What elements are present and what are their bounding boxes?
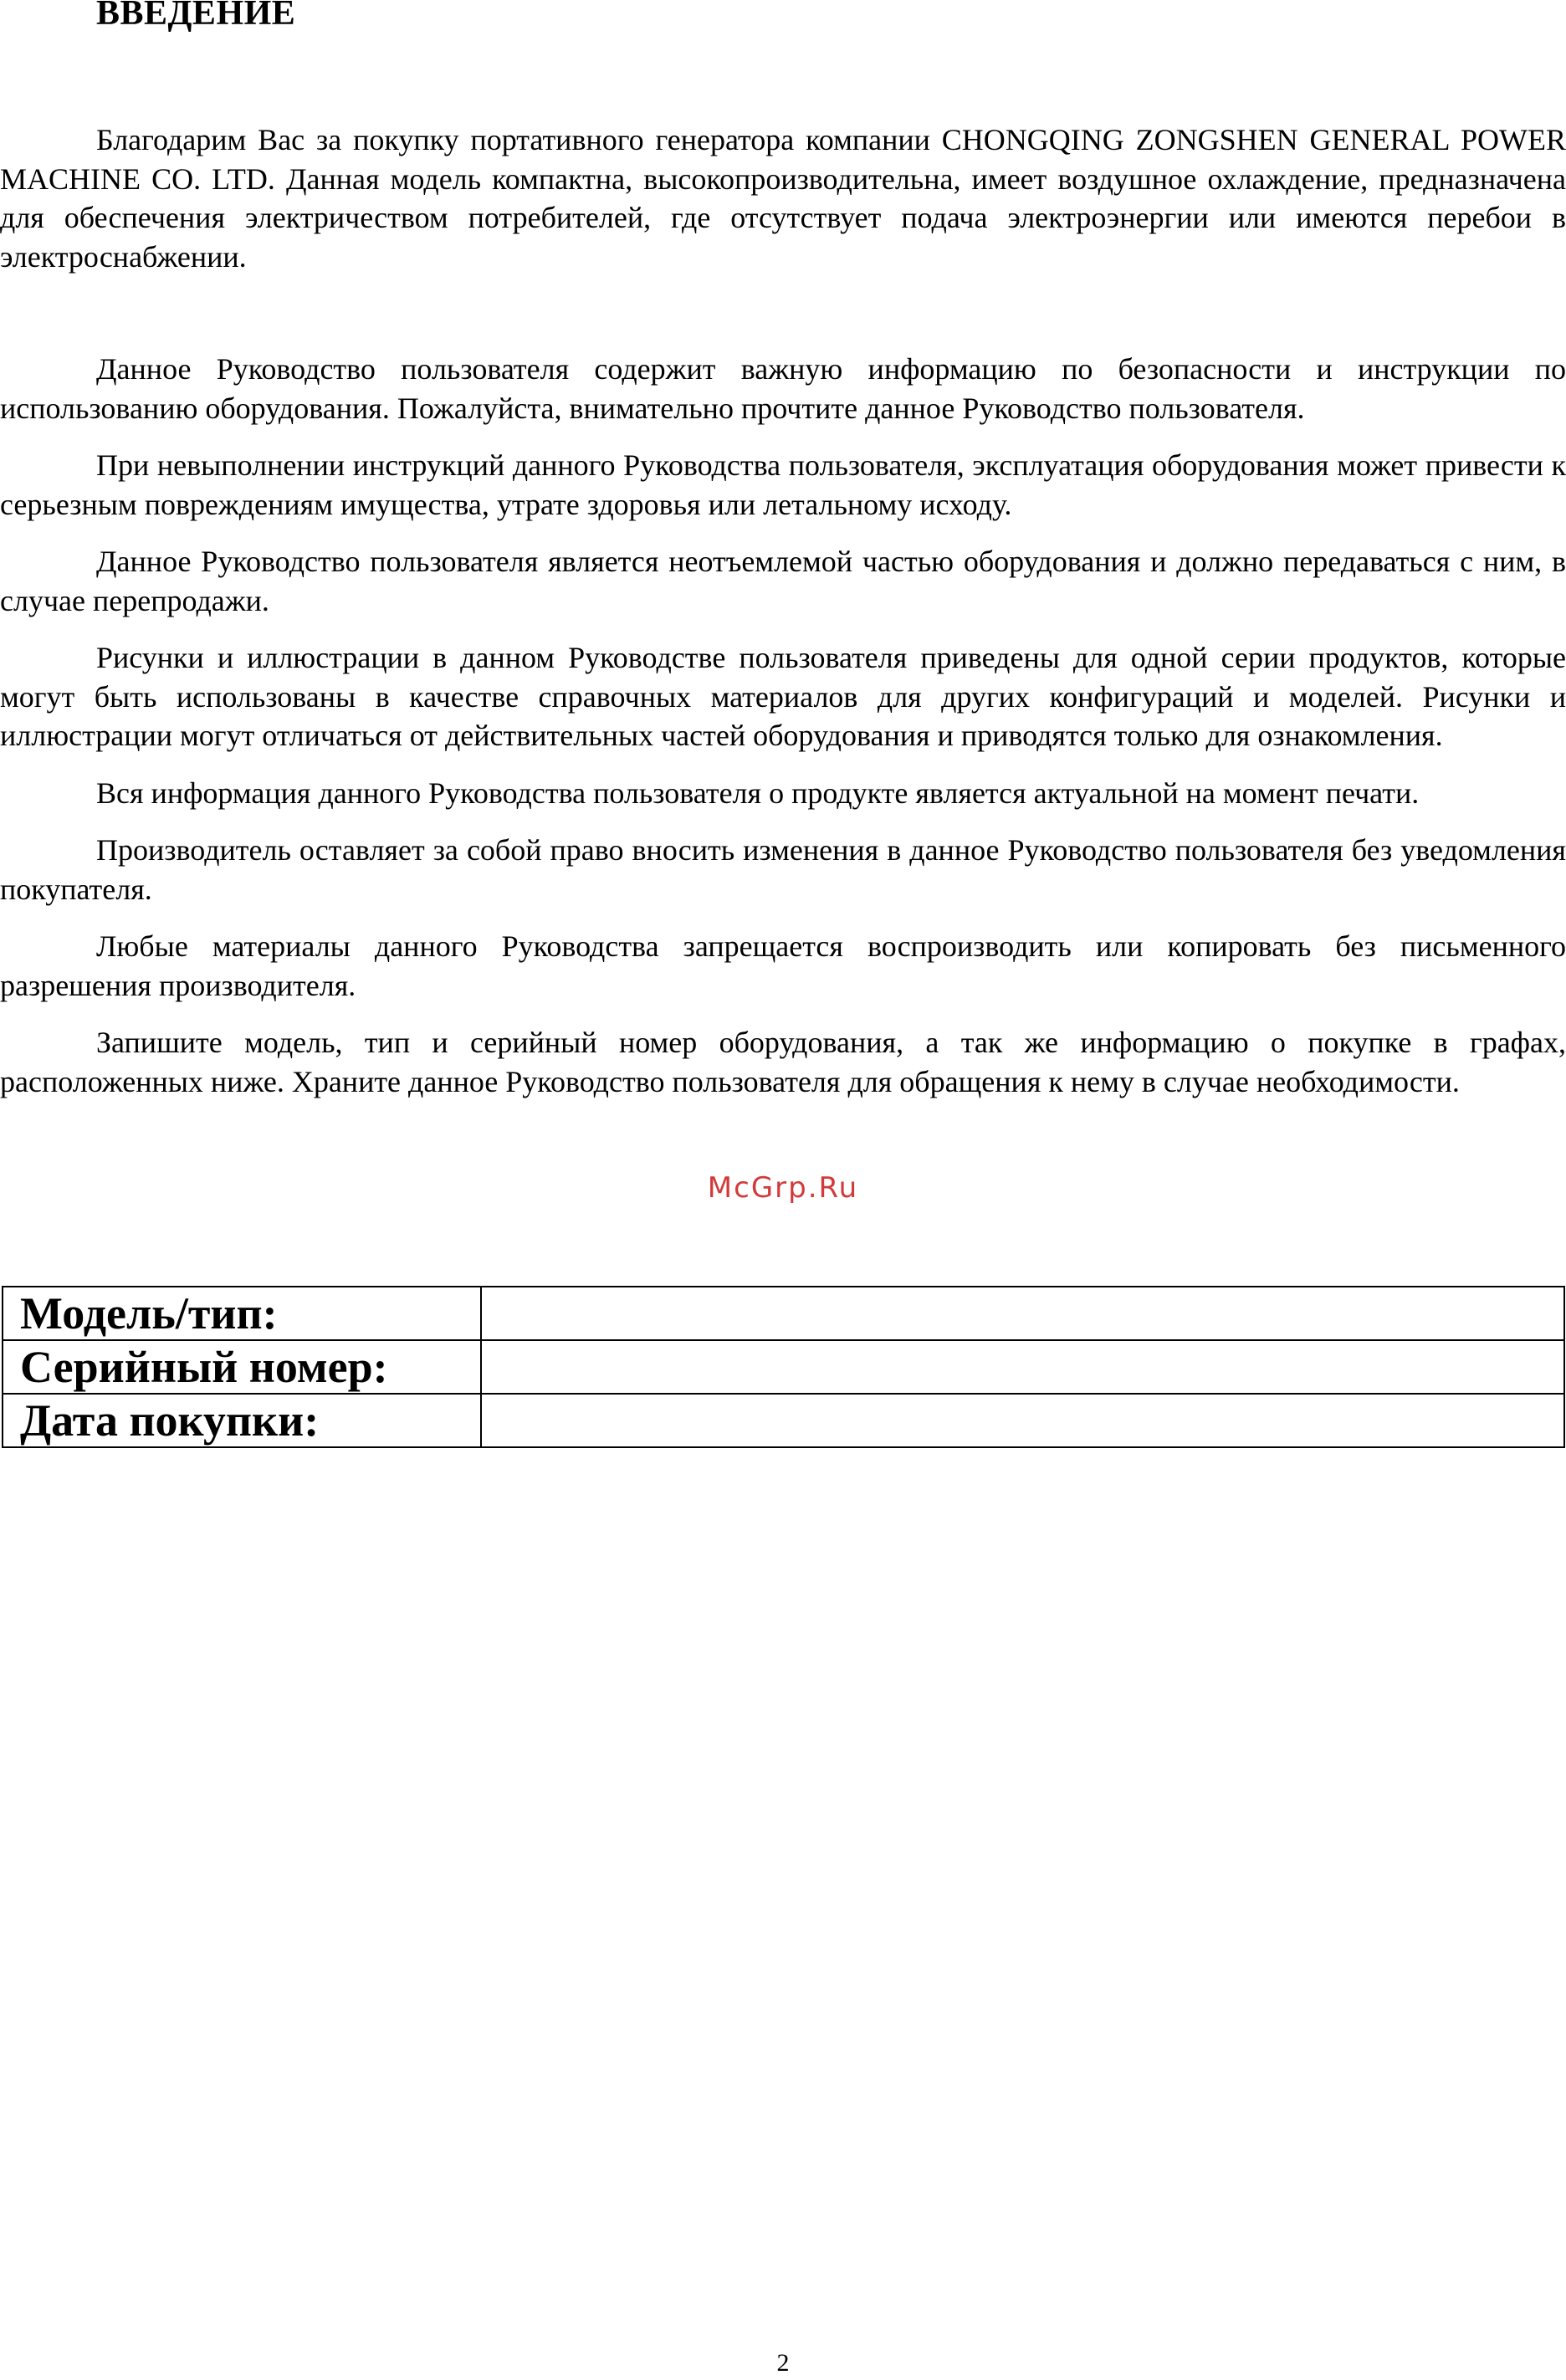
body-text	[0, 120, 1566, 1101]
table-row	[3, 1394, 1564, 1447]
record-paragraph: Запишите модель, тип и серийный номер оборудования, а так же информацию о покупке в графах, расположенных ниже. Храните данное Руководство пользователя для обращения к нему в случае необходимости.	[0, 1026, 1566, 1098]
copyright-paragraph: Любые материалы данного Руководства запрещается воспроизводить или копировать без письменного разрешения производителя.	[0, 929, 1566, 1002]
actuality-paragraph: Вся информация данного Руководства пользователя о продукте является актуальной на момент печати.	[96, 775, 1420, 810]
purchase-date-field[interactable]	[481, 1394, 1564, 1447]
section-heading: ВВЕДЕНИЕ	[96, 0, 296, 33]
warning-paragraph: При невыполнении инструкций данного Руководства пользователя, эксплуатация оборудования может привести к серьезным повреждениям имущества, утрате здоровья или летальному исходу.	[0, 448, 1566, 521]
changes-paragraph: Производитель оставляет за собой право вносить изменения в данное Руководство пользователя без уведомления покупателя.	[0, 833, 1566, 906]
intro-paragraph: Благодарим Вас за покупку портативного генератора компании CHONGQING ZONGSHEN GENERAL POWER MACHINE CO. LTD. Данная модель компактна, высокопроизводительна, имеет воздушное охлаждение, предназначена для обеспечения электричеством потребителей, где отсутствует подача электроэнергии или имеются перебои в электроснабжении.	[0, 123, 1566, 274]
table-row	[3, 1340, 1564, 1394]
model-type-field[interactable]	[481, 1287, 1564, 1340]
table-row	[3, 1287, 1564, 1340]
serial-number-field[interactable]	[481, 1340, 1564, 1394]
illustrations-paragraph: Рисунки и иллюстрации в данном Руководстве пользователя приведены для одной серии продуктов, которые могут быть использованы в качестве справочных материалов для других конфигураций и моделей. Рисунки и иллюстрации могут отличаться от действительных частей оборудования и приводятся только для ознакомления.	[0, 641, 1566, 752]
resale-paragraph: Данное Руководство пользователя является неотъемлемой частью оборудования и должно передаваться с ним, в случае перепродажи.	[0, 545, 1566, 617]
watermark-text: McGrp.Ru	[707, 1171, 859, 1205]
model-type-label: Модель/тип:	[3, 1287, 481, 1340]
page-number: 2	[776, 2349, 790, 2377]
serial-number-label: Серийный номер:	[3, 1340, 481, 1394]
purchase-date-label: Дата покупки:	[3, 1394, 481, 1447]
safety-info-paragraph: Данное Руководство пользователя содержит важную информацию по безопасности и инструкции по использованию оборудования. Пожалуйста, внимательно прочтите данное Руководство пользователя.	[0, 352, 1566, 425]
purchase-info-table	[2, 1286, 1565, 1448]
